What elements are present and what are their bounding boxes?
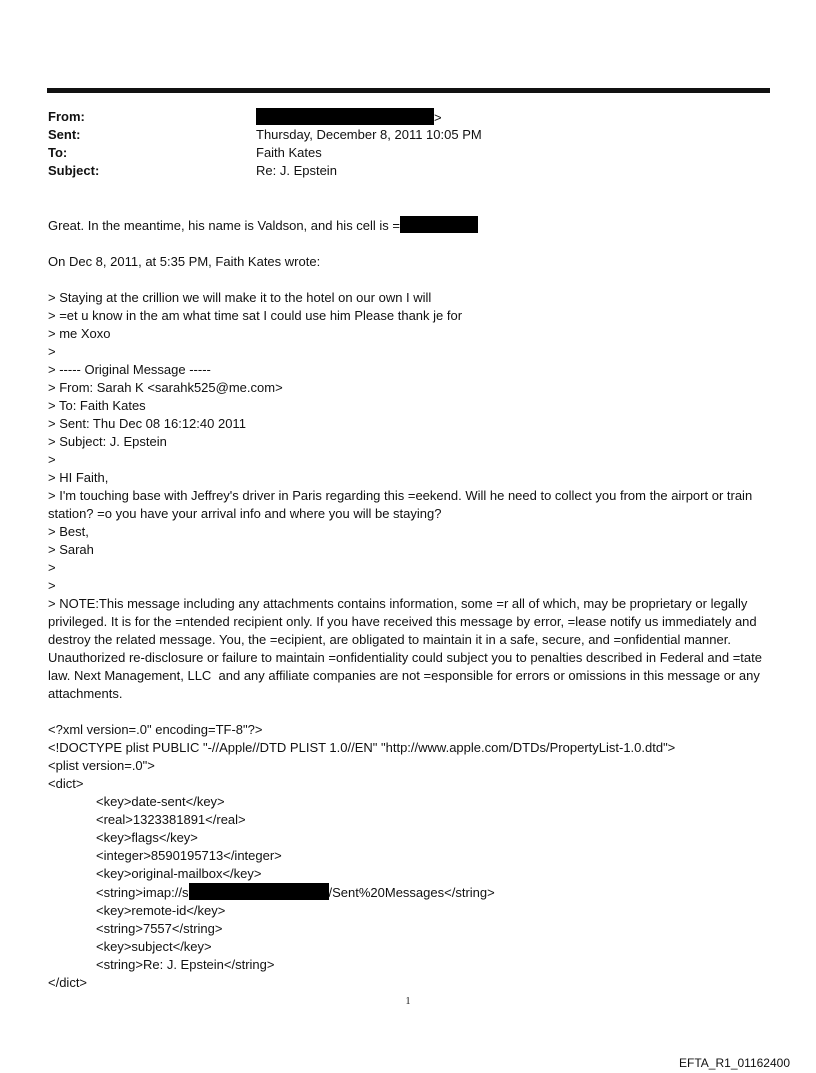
document-id: EFTA_R1_01162400	[679, 1056, 790, 1070]
text-line: <?xml version=.0" encoding=TF-8"?>	[48, 722, 263, 737]
text-line: > HI Faith,	[48, 470, 109, 485]
to-value: Faith Kates	[256, 145, 322, 160]
subject-value: Re: J. Epstein	[256, 163, 337, 178]
sent-label: Sent:	[48, 127, 81, 142]
text-line: <key>remote-id</key>	[96, 903, 226, 918]
text-line: > Staying at the crillion we will make it to the hotel on our own I will	[48, 290, 432, 305]
from-suffix: >	[434, 110, 442, 125]
text-line: <integer>8590195713</integer>	[96, 848, 282, 863]
quoted-block-1	[48, 289, 770, 487]
text-line: <key>flags</key>	[96, 830, 198, 845]
xml-header	[48, 721, 770, 793]
text-line: > Sarah	[48, 542, 94, 557]
sent-value: Thursday, December 8, 2011 10:05 PM	[256, 127, 482, 142]
on-wrote-line: On Dec 8, 2011, at 5:35 PM, Faith Kates wrote:	[48, 254, 321, 269]
text-line: <key>date-sent</key>	[96, 794, 225, 809]
text-line: > Sent: Thu Dec 08 16:12:40 2011	[48, 416, 246, 431]
xml-dict-b	[48, 902, 770, 974]
text-line: >	[48, 344, 56, 359]
text-line: >	[48, 560, 56, 575]
redaction-box	[400, 216, 478, 233]
text-line: <key>original-mailbox</key>	[96, 866, 262, 881]
text-line: >	[48, 452, 56, 467]
text-line: <real>1323381891</real>	[96, 812, 246, 827]
text-line: <dict>	[48, 776, 84, 791]
text-line: <key>subject</key>	[96, 939, 212, 954]
text-line: > Subject: J. Epstein	[48, 434, 167, 449]
quoted-paragraph: > I'm touching base with Jeffrey's driver in Paris regarding this =eekend. Will he need to collect you from the airport or train station? =o you have your arrival info and where you will be staying?	[48, 488, 756, 521]
text-line: > me Xoxo	[48, 326, 111, 341]
to-label: To:	[48, 145, 68, 160]
subject-label: Subject:	[48, 163, 100, 178]
text-line: <!DOCTYPE plist PUBLIC "-//Apple//DTD PLIST 1.0//EN" "http://www.apple.com/DTDs/PropertyList-1.0.dtd">	[48, 740, 676, 755]
intro-text: Great. In the meantime, his name is Valdson, and his cell is =	[48, 218, 401, 233]
text-line: <string>7557</string>	[96, 921, 223, 936]
xml-dict-close: </dict>	[48, 975, 88, 990]
text-line: > From: Sarah K <sarahk525@me.com>	[48, 380, 283, 395]
from-value	[256, 108, 442, 127]
redaction-box	[189, 883, 329, 900]
from-label: From:	[48, 109, 85, 124]
redaction-box	[256, 108, 434, 125]
mailbox-prefix: <string>imap://s	[96, 885, 189, 900]
confidentiality-notice: > NOTE:This message including any attachments contains information, some =r all of which, may be proprietary or legally privileged. It is for the =ntended recipient only. If you have received this message by error, =lease notify us immediately and destroy the related message. You, the =ecipient, are obligated to maintain it in a safe, secure, and =onfidential manner. Unauthorized re-disclosure or failure to maintain =onfidentiality could subject you to penalties described in Federal and =tate law. Next Management, LLC and any affiliate companies are not =esponsible for errors or omissions in this message or any attachments.	[48, 596, 766, 701]
text-line: <plist version=.0">	[48, 758, 155, 773]
xml-mailbox-line	[48, 883, 770, 902]
text-line: >	[48, 578, 56, 593]
text-line: > ----- Original Message -----	[48, 362, 211, 377]
page-number: 1	[405, 996, 411, 1007]
email-body	[48, 216, 770, 992]
text-line: > Best,	[48, 524, 89, 539]
text-line: <string>Re: J. Epstein</string>	[96, 957, 275, 972]
text-line: > To: Faith Kates	[48, 398, 146, 413]
header-rule	[47, 88, 770, 93]
text-line: > =et u know in the am what time sat I could use him Please thank je for	[48, 308, 463, 323]
xml-dict-a	[48, 793, 770, 883]
quoted-block-2	[48, 523, 770, 595]
intro-line	[48, 216, 770, 235]
mailbox-suffix: /Sent%20Messages</string>	[328, 885, 495, 900]
